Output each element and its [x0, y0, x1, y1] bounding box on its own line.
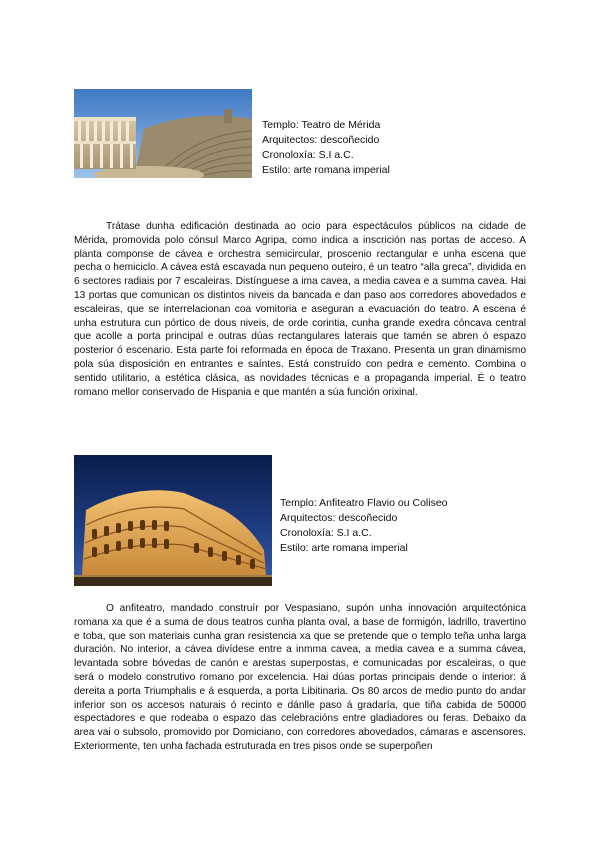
colosseum-description: O anfiteatro, mandado construír por Vespasiano, supón unha innovación arquitectónica romana xa que é a suma de dous teatros cunha planta oval, a base de formigón, ladrillo, travertino e toba, que son materiais cunha gran resistencia xa que se pretende que o templo teña unha larga duración. No interior, a cávea divídese entre a inmma cavea, a media cavea e a summa cávea, levantada sobre bóvedas de canón e arestas superpostas, e comunicadas por escaleiras, o que será o modelo construtivo romano por excelencia. Hai dúas portas principais dende o interior: á dereita a porta Triumphalis e á esquerda, a porta Libitinaria. Os 80 arcos de medio punto do andar inferior son os accesos naturais ó recinto e dánlle paso á gradaría, que tiña cabida de 50000 espectadores e que rodeaba o espazo das celebracións entre gladiadores ou feras. Debaixo da area vai o subsolo, promovido por Domiciano, con corredores abovedados, cámaras e ascensores. Exteriormente, ten unha fachada estruturada en tres pisos onde se superpoñen	[74, 603, 526, 752]
architects: Arquitectos: descoñecido	[280, 512, 398, 524]
style: Estilo: arte romana imperial	[280, 542, 408, 554]
architects: Arquitectos: descoñecido	[262, 134, 380, 146]
merida-theatre-image	[74, 89, 252, 178]
style: Estilo: arte romana imperial	[262, 164, 390, 176]
colosseum-info-block	[280, 496, 448, 556]
colosseum-image	[74, 455, 272, 586]
temple-name: Templo: Anfiteatro Flavio ou Coliseo	[280, 497, 448, 509]
chronology: Cronoloxía: S.I a.C.	[262, 149, 354, 161]
chronology: Cronoloxía: S.I a.C.	[280, 527, 372, 539]
merida-description: Trátase dunha edificación destinada ao ocio para espectáculos públicos na cidade de Mérida, promovida polo cónsul Marco Agripa, como indica a inscrición nas portas de acceso. A planta componse de cávea e orchestra semicircular, proscenio rectangular e unha escena que pecha o hemiciclo. A cávea está escavada nun pequeno outeiro, é un teatro “alla greca”, dividida en 6 sectores radiais por 7 escaleiras. Distínguese a ima cavea, a media cavea e a summa cavea. Hai 13 portas que comunican os distintos niveis da bancada e dan paso aos corredores abovedados e escaleiras, que se interrelacionan coa vomitoria e aseguran a evacuación do teatro. A escena é unha estrutura cun pórtico de dous niveis, de orde corintia, cunha grande exedra cóncava central que acolle a porta principal e outras dúas rectangulares laterais que tamén se abren ó espazo posterior ó escenario. Esta parte foi reformada en época de Traxano. Presenta un gran dinamismo pola súa disposición en entrantes e saíntes. Está construído con pedra e cemento. Combina o sentido utilitario, a estética clásica, as novidades técnicas e a propaganda imperial. É o teatro romano mellor conservado de Hispania e que mantén a súa función orixinal.	[74, 221, 526, 398]
temple-name: Templo: Teatro de Mérida	[262, 119, 381, 131]
merida-info-block	[262, 118, 390, 178]
